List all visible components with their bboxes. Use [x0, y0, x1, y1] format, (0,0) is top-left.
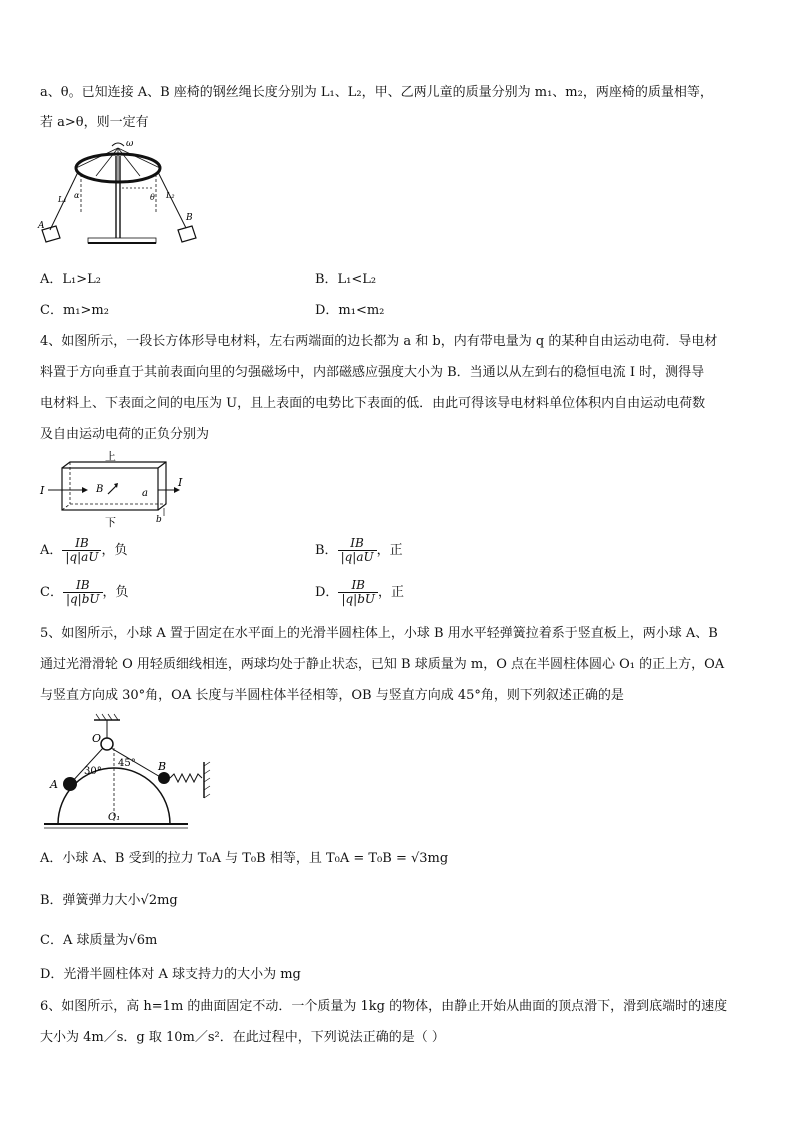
q5-text-line-1: 5、如图所示，小球 A 置于固定在水平面上的光滑半圆柱体上，小球 B 用水平轻弹簧拉着系于竖直板上，两小球 A、B	[40, 626, 718, 641]
q5-spring	[170, 774, 202, 782]
q3-option-c: C．m₁>m₂	[40, 303, 109, 318]
q5-angle-30-label: 30°	[84, 766, 102, 777]
q3-swing-figure	[36, 138, 206, 250]
q5-text-line-2: 通过光滑滑轮 O 用轻质细线相连，两球均处于静止状态，已知 B 球质量为 m，O 点在半圆柱体圆心 O₁ 的正上方，OA	[40, 657, 725, 672]
q3-b-label: B	[186, 213, 193, 223]
q5-o-label: O	[92, 732, 102, 745]
q4-option-b: B． $\frac{IB}{|q|aU}$ ，正	[315, 536, 403, 564]
q4-text-line-1: 4、如图所示，一段长方体形导电材料，左右两端面的边长都为 a 和 b，内有带电量为 q 的某种自由运动电荷．导电材	[40, 334, 718, 349]
q4-top-label: 上	[105, 450, 116, 463]
q4-b-label: B	[96, 484, 104, 495]
q3-l2-label: L₂	[166, 191, 175, 200]
q5-a-label: A	[50, 778, 58, 791]
q4-a-label: a	[142, 488, 148, 499]
q4-option-d: D． $\frac{IB}{|q|bU}$ ，正	[315, 578, 405, 606]
q4-i-right-label: I	[178, 476, 183, 489]
q4-text-line-4: 及自由运动电荷的正负分别为	[40, 427, 210, 442]
q3-text-line-2: 若 a>θ，则一定有	[40, 115, 149, 130]
q5-angle-45-label: 45°	[118, 758, 136, 769]
q4-text-line-2: 料置于方向垂直于其前表面向里的匀强磁场中，内部磁感应强度大小为 B．当通以从左到右的稳恒电流 I 时，测得导	[40, 365, 705, 380]
q5-option-a: A．小球 A、B 受到的拉力 T₀A 与 T₀B 相等，且 T₀A = T₀B = √3mg	[40, 851, 449, 866]
q3-seat-b	[178, 226, 196, 242]
q3-a-label: A	[38, 221, 45, 231]
q3-theta-label: θ	[150, 193, 155, 202]
q3-text-line-1: a、θ。已知连接 A、B 座椅的钢丝绳长度分别为 L₁、L₂，甲、乙两儿童的质量分别为 m₁、m₂，两座椅的质量相等，	[40, 85, 713, 100]
q5-ball-b	[158, 772, 170, 784]
q3-l1-label: L₁	[58, 195, 67, 204]
q5-option-c: C．A 球质量为√6m	[40, 933, 158, 948]
q3-option-d: D．m₁<m₂	[315, 303, 385, 318]
q4-conductor-figure	[38, 450, 188, 532]
q3-alpha-label: α	[74, 191, 80, 200]
q5-option-d: D．光滑半圆柱体对 A 球支持力的大小为 mg	[40, 967, 301, 982]
q6-text-line-1: 6、如图所示，高 h=1m 的曲面固定不动．一个质量为 1kg 的物体，由静止开始从曲面的顶点滑下，滑到底端时的速度	[40, 999, 728, 1014]
q5-ball-a	[63, 777, 77, 791]
q5-b-label: B	[158, 760, 167, 773]
q4-option-c: C． $\frac{IB}{|q|bU}$ ，负	[40, 578, 129, 606]
q3-omega-label: ω	[126, 139, 134, 149]
q5-o1-label: O₁	[108, 812, 121, 823]
q3-option-a: A．L₁>L₂	[40, 272, 101, 287]
q5-pulley-figure	[38, 712, 218, 834]
q4-text-line-3: 电材料上、下表面之间的电压为 U，且上表面的电势比下表面的低．由此可得该导电材料单位体积内自由运动电荷数	[40, 396, 706, 411]
q6-text-line-2: 大小为 4m／s．g 取 10m／s²．在此过程中，下列说法正确的是（ ）	[40, 1030, 445, 1045]
q5-option-b: B．弹簧弹力大小√2mg	[40, 893, 178, 908]
q4-i-left-label: I	[40, 484, 45, 497]
q4-option-a: A． $\frac{IB}{|q|aU}$ ，负	[40, 536, 128, 564]
q5-text-line-3: 与竖直方向成 30°角，OA 长度与半圆柱体半径相等，OB 与竖直方向成 45°角，则下列叙述正确的是	[40, 688, 624, 703]
q4-bottom-label: 下	[105, 516, 116, 529]
q4-b-dim-label: b	[156, 515, 162, 525]
q3-option-b: B．L₁<L₂	[315, 272, 377, 287]
q3-rope-b	[158, 172, 186, 228]
